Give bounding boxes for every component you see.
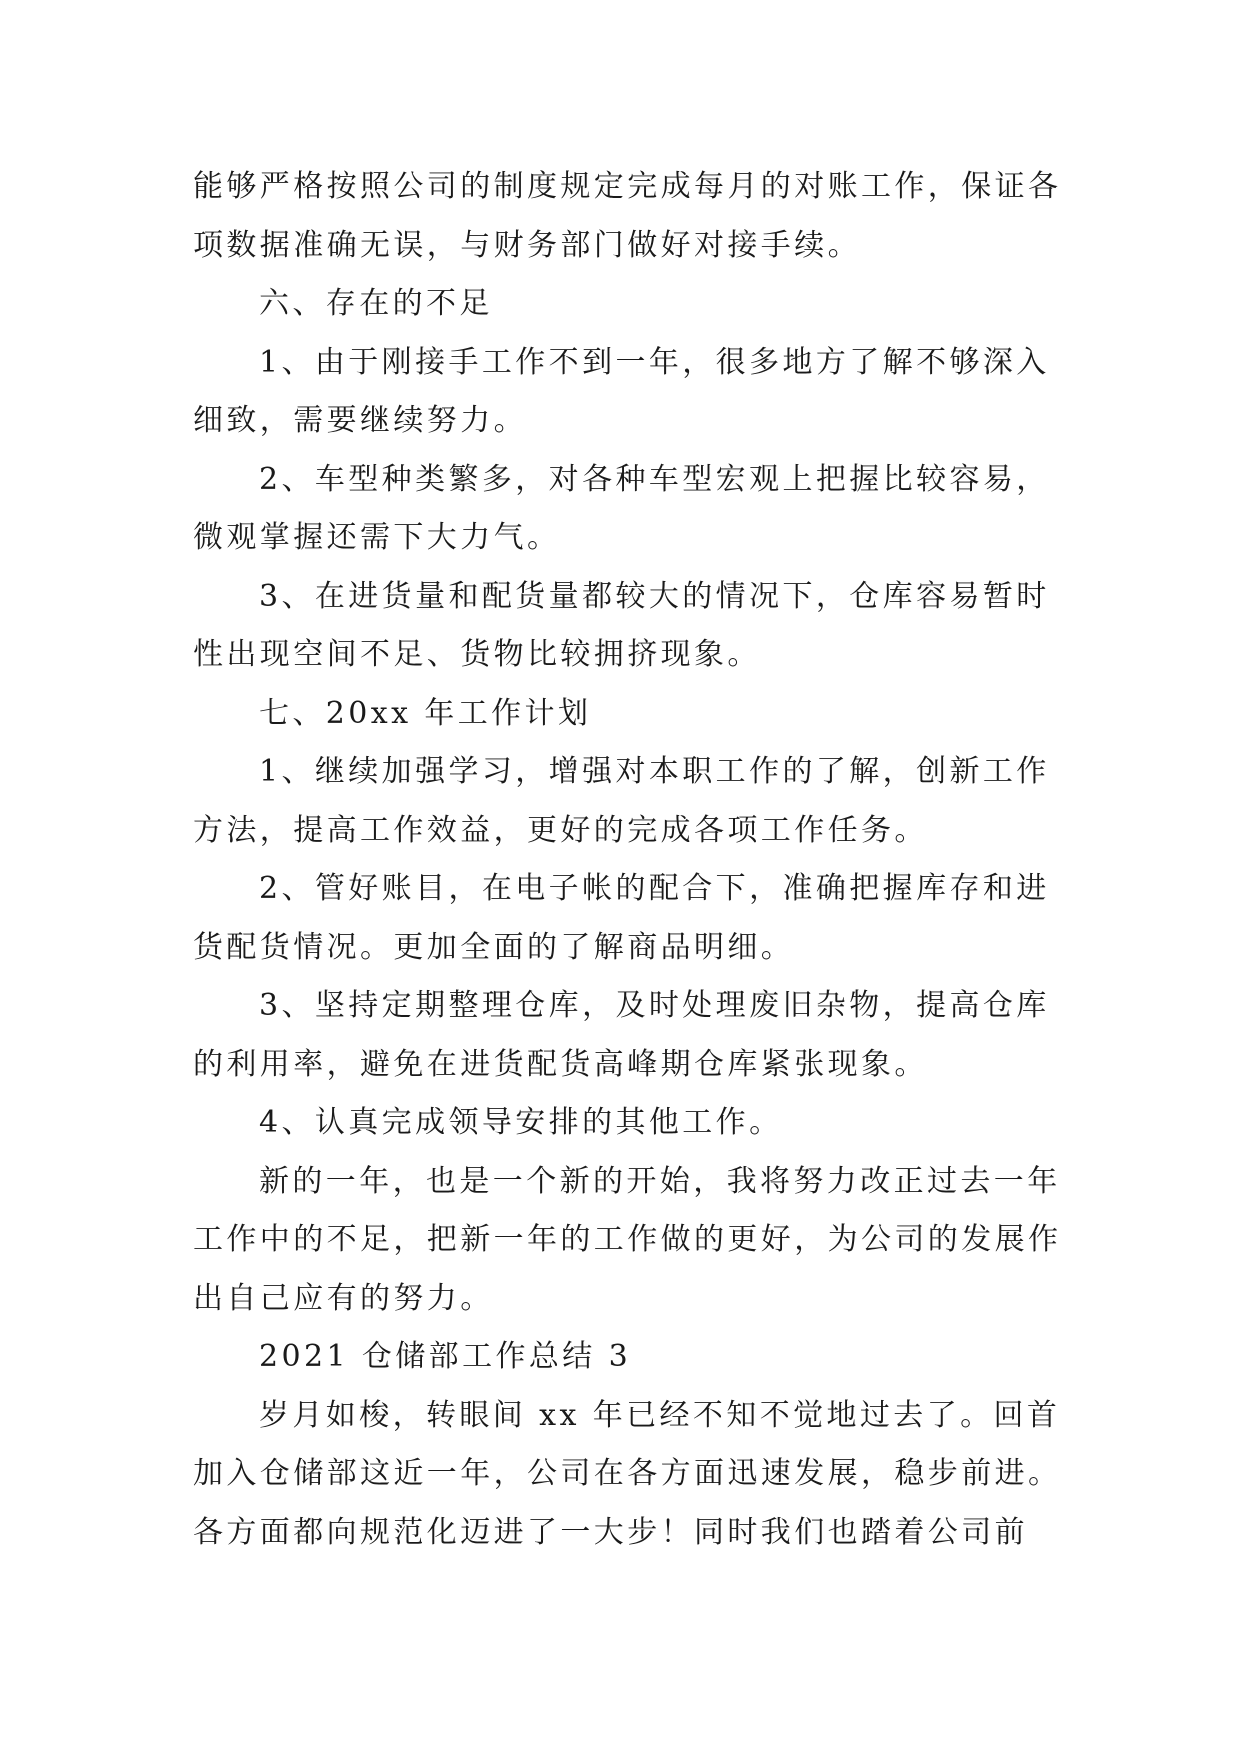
text-line: 各方面都向规范化迈进了一大步！同时我们也踏着公司前 — [193, 1514, 1028, 1550]
text-line: 出自己应有的努力。 — [193, 1280, 494, 1316]
text-line: 六、存在的不足 — [259, 286, 493, 321]
text-line: 性出现空间不足、货物比较拥挤现象。 — [193, 637, 761, 672]
text-line: 3、在进货量和配货量都较大的情况下，仓库容易暂时 — [259, 578, 1050, 614]
text-line: 2、车型种类繁多，对各种车型宏观上把握比较容易， — [259, 461, 1050, 497]
text-line: 岁月如梭，转眼间 xx 年已经不知不觉地过去了。回首 — [259, 1397, 1061, 1433]
text-line: 新的一年，也是一个新的开始，我将努力改正过去一年 — [259, 1163, 1061, 1199]
text-line: 加入仓储部这近一年，公司在各方面迅速发展，稳步前进。 — [193, 1456, 1062, 1491]
text-line: 2021 仓储部工作总结 3 — [259, 1339, 632, 1374]
text-line: 货配货情况。更加全面的了解商品明细。 — [193, 929, 795, 965]
text-line: 微观掌握还需下大力气。 — [193, 520, 561, 555]
text-line: 方法，提高工作效益，更好的完成各项工作任务。 — [193, 812, 928, 848]
document-body — [193, 158, 1073, 1562]
text-line: 的利用率，避免在进货配货高峰期仓库紧张现象。 — [193, 1046, 928, 1082]
text-line: 细致，需要继续努力。 — [193, 403, 527, 438]
text-line: 项数据准确无误，与财务部门做好对接手续。 — [193, 227, 861, 263]
text-line: 七、20xx 年工作计划 — [259, 695, 592, 731]
text-line: 1、继续加强学习，增强对本职工作的了解，创新工作 — [259, 754, 1050, 789]
text-line: 4、认真完成领导安排的其他工作。 — [259, 1105, 783, 1140]
text-line: 2、管好账目，在电子帐的配合下，准确把握库存和进 — [259, 871, 1050, 906]
text-line: 能够严格按照公司的制度规定完成每月的对账工作，保证各 — [193, 169, 1062, 204]
text-line: 工作中的不足，把新一年的工作做的更好，为公司的发展作 — [193, 1222, 1062, 1257]
text-line: 3、坚持定期整理仓库，及时处理废旧杂物，提高仓库 — [259, 988, 1050, 1023]
text-line: 1、由于刚接手工作不到一年，很多地方了解不够深入 — [259, 344, 1050, 380]
